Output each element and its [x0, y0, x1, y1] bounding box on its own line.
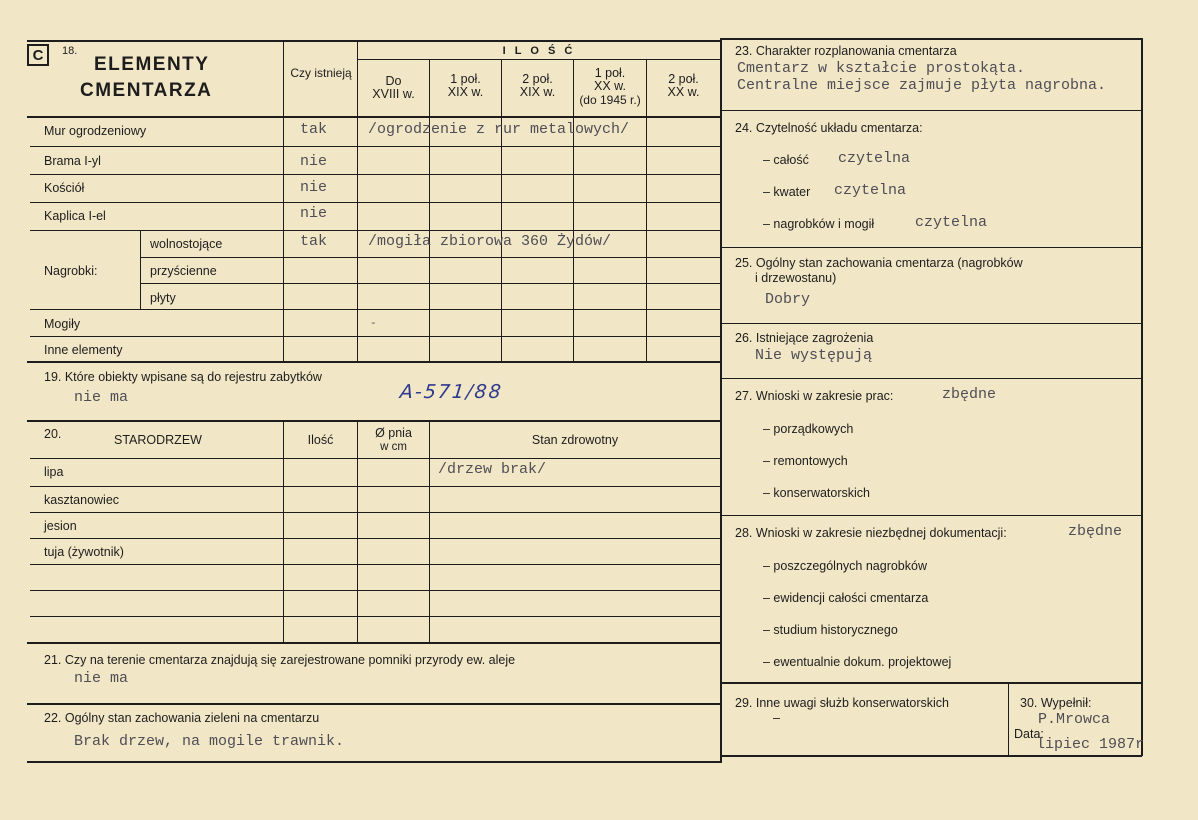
q25-label-line2: i drzewostanu)	[755, 271, 837, 285]
note-nagrobki: /mogiła zbiorowa 360 Żydów/	[368, 233, 612, 250]
section-title-line2: CMENTARZA	[80, 80, 213, 101]
q28-label: 28. Wnioski w zakresie niezbędnej dokumentacji:	[735, 526, 1007, 540]
q24-item-nagrobkow: – nagrobków i mogił	[763, 217, 875, 231]
q24-item-calosc: – całość	[763, 153, 809, 167]
q27-item-konserwatorskich: – konserwatorskich	[763, 486, 870, 500]
exists-brama: nie	[300, 153, 328, 170]
tree-lipa: lipa	[44, 465, 64, 479]
ilosc-header: I L O Ś Ć	[502, 45, 576, 57]
q24-label: 24. Czytelność układu cmentarza:	[735, 121, 923, 135]
q23-label: 23. Charakter rozplanowania cmentarza	[735, 44, 957, 58]
row-label-inne: Inne elementy	[44, 343, 123, 357]
q24-value-nagrobkow: czytelna	[915, 214, 988, 231]
q26-label: 26. Istniejące zagrożenia	[735, 331, 874, 345]
q19-label: 19. Które obiekty wpisane są do rejestru zabytków	[44, 370, 322, 384]
q24-value-kwater: czytelna	[834, 182, 907, 199]
q23-answer-line2: Centralne miejsce zajmuje płyta nagrobna.	[737, 77, 1107, 94]
q27-item-remontowych: – remontowych	[763, 454, 848, 468]
q28-answer: zbędne	[1068, 523, 1123, 540]
row-label-kaplica: Kaplica I-el	[44, 209, 106, 223]
q20-col-diameter-line1: Ø pnia	[375, 426, 412, 440]
col-exists-header: Czy istnieją	[290, 66, 352, 80]
q22-label: 22. Ogólny stan zachowania zieleni na cmentarzu	[44, 711, 320, 725]
row-label-brama: Brama I-yl	[44, 154, 101, 168]
q30-date-label: Data:	[1014, 727, 1044, 741]
q24-item-kwater: – kwater	[763, 185, 811, 199]
exists-nagrobki: tak	[300, 233, 328, 250]
q26-answer: Nie występują	[755, 347, 873, 364]
q21-answer: nie ma	[74, 670, 129, 687]
note-mur: /ogrodzenie z rur metalowych/	[368, 121, 630, 138]
q24-value-calosc: czytelna	[838, 150, 911, 167]
row-sublabel-wolnostojace: wolnostojące	[150, 237, 223, 251]
q20-title: STARODRZEW	[114, 433, 202, 447]
tree-jesion: jesion	[44, 519, 77, 533]
q20-note: /drzew brak/	[438, 461, 547, 478]
q27-label: 27. Wnioski w zakresie prac:	[735, 389, 894, 403]
q25-answer: Dobry	[765, 291, 811, 308]
row-label-mogily: Mogiły	[44, 317, 81, 331]
q23-answer-line1: Cmentarz w kształcie prostokąta.	[737, 60, 1026, 77]
row-label-kosciol: Kościół	[44, 181, 85, 195]
q28-item-studium: – studium historycznego	[763, 623, 898, 637]
row-sublabel-przyscienne: przyścienne	[150, 264, 217, 278]
row-label-mur: Mur ogrodzeniowy	[44, 124, 147, 138]
q30-name: P.Mrowca	[1038, 711, 1111, 728]
q27-item-porzadkowych: – porządkowych	[763, 422, 854, 436]
q20-number: 20.	[44, 427, 62, 441]
q28-item-ewidencji: – ewidencji całości cmentarza	[763, 591, 929, 605]
row-sublabel-plyty: płyty	[150, 291, 176, 305]
section-letter-box: C	[27, 44, 49, 66]
q19-answer: nie ma	[74, 389, 129, 406]
q30-date: lipiec 1987r	[1036, 736, 1145, 753]
q28-item-projektowej: – ewentualnie dokum. projektowej	[763, 655, 952, 669]
mark-mogily: -	[370, 318, 377, 330]
exists-kosciol: nie	[300, 179, 328, 196]
q20-col-health: Stan zdrowotny	[531, 433, 619, 447]
q25-label-line1: 25. Ogólny stan zachowania cmentarza (nagrobków	[735, 256, 1023, 270]
q29-answer: –	[773, 711, 780, 725]
q27-answer: zbędne	[942, 386, 997, 403]
q20-col-qty: Ilość	[307, 433, 334, 447]
exists-mur: tak	[300, 121, 328, 138]
section-title-line1: ELEMENTY	[94, 54, 210, 75]
exists-kaplica: nie	[300, 205, 328, 222]
tree-kasztanowiec: kasztanowiec	[44, 493, 120, 507]
q20-col-diameter-line2: w cm	[380, 441, 407, 453]
q30-label: 30. Wypełnił:	[1020, 696, 1092, 710]
q22-answer: Brak drzew, na mogile trawnik.	[74, 733, 345, 750]
q19-handwritten-register-number: A-571/88	[398, 381, 504, 403]
q29-label: 29. Inne uwagi służb konserwatorskich	[735, 696, 950, 710]
q21-label: 21. Czy na terenie cmentarza znajdują się zarejestrowane pomniki przyrody ew. aleje	[44, 653, 516, 667]
q28-item-nagrobkow: – poszczególnych nagrobków	[763, 559, 927, 573]
row-label-nagrobki: Nagrobki:	[44, 264, 98, 278]
section-number: 18.	[62, 45, 78, 57]
tree-tuja: tuja (żywotnik)	[44, 545, 124, 559]
